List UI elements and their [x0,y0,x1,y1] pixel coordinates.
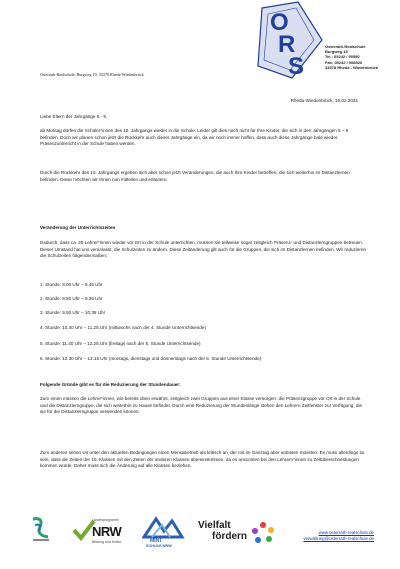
footer-logo-mint [142,515,192,549]
footer-logo-vielfalt [198,520,278,548]
nrw-campaign-label: Landesprogramm [92,518,119,522]
logo-address-line: 33378 Rheda - Wiedenbrück [325,64,379,70]
logo-address [325,44,378,70]
email-link[interactable]: verwaltung@osterrath-realschule.de [303,536,374,541]
mint-mountain-icon [142,515,192,539]
logo-letter-o: O [270,9,289,36]
schedule-item: 3. Stunde: 9.50 Uhr – 10.35 Uhr [40,310,106,315]
intro-paragraph-1: ab Montag dürfen die Schüler*innen des 10. Jahrgangs wieder in die Schule. Leider gilt dies noch nicht für Ihre Kinder, die sich in den Jahrgängen 5 – 9 befinden. Doch wir planen schon jetzt die Rückkehr auch dieser Jahrgänge ein, da wir noch immer hoffen, dass auch diese Jahrgänge bald wieder Präsenzunterricht in der Schule haben werden. [40,128,349,146]
intro-paragraph-2: Durch die Rückkehr des 10. Jahrgangs ergeben sich aber schon jetzt Veränderungen, die auch Ihre Kinder betreffen, die sich weiterhin im Distanzlernen befinden. Diese möchten wir Ihnen nun mitteilen und erläutern. [40,170,350,182]
nrw-letters: NRW [92,524,122,539]
vielfalt-word: Vielfalt [198,520,231,531]
reasons-paragraph-1: Zum einen müssen die Lehrer*innen, wie bereits oben erwähnt, zeitgleich zwei Gruppen aus einer Klasse versorgen: die Präsenzgruppe vor Ort in der Schule und die Distanzlerngruppe, die sich weiterhin zu Hause befindet. Durch eine Reduzierung der Stundenlänge stehen den Lehrern Zeitfenster zur Verfügung, die sie für die Distanzlerngruppe verwenden können. [40,396,363,414]
footer-contact [303,530,374,542]
footer-logo-schule-der-zukunft [30,515,52,548]
logo-letter-s: S [288,53,305,80]
logo-address-line: Osterrath-Realschule [325,44,366,49]
schedule-item: 1. Stunde: 8.00 Uhr – 8.45 Uhr [40,282,103,287]
section-heading-times: Veränderung der Unterrichtszeiten [40,225,116,230]
letter-date: Rheda-Wiedenbrück, 19.02.2021 [290,98,358,103]
mint-label: MINT [150,538,163,544]
footer-logo-nrw-kultur [72,516,128,548]
schedule-item: 6. Stunde: 12.30 Uhr – 13.15 Uhr (montags, dienstags und donnerstags nach der 6. Stunde Unterrichtsende) [40,356,262,361]
foerdern-word: fördern [212,531,247,542]
logo-address-line: Burgweg 19 [325,49,348,55]
colorful-swoosh-icon [30,515,52,543]
schedule-item: 2. Stunde: 8.50 Uhr – 9.35 Uhr [40,296,103,301]
mint-sub-label: SCHULE NRW [146,544,172,548]
people-circle-icon [250,520,276,546]
logo-address-line: Tel.: 05242 / 90550 [325,54,360,60]
logo-address-line: Fax: 05242 / 908520 [325,59,363,65]
schedule-item: 5. Stunde: 11.40 Uhr – 12.25 Uhr (freitags nach der 5. Stunde Unterrichtsende) [40,341,201,346]
schedule-item: 4. Stunde: 10.40 Uhr – 11.25 Uhr (mittwochs nach der 4. Stunde Unterrichtsende) [40,325,206,330]
bildung-kultur-label: Bildung und Kultur [92,540,122,544]
section-paragraph-times: Dadurch, dass ca. 25 Lehrer*innen wieder vor Ort in der Schule unterrichten, müssen sie teilweise sogar zeitgleich Präsenz- und Distanzlerngruppen betreuen. Dieser Umstand hat uns veranlasst, die Schulzeiten zu ändern. Diese Zeitänderung gilt auch für die Gruppen, die sich im Distanzlernen befinden. Wir reduzieren die Schulzeiten folgendermaßen: [40,240,367,258]
website-link[interactable]: www.osterrath-realschule.de [318,530,374,535]
sender-line: Osterrath-Realschule, Burgweg 19, 33378 Rheda-Wiedenbrück [40,72,144,77]
reasons-paragraph-2: Zum anderen sehen wir unter den aktuellen Bedingungen einen Mensabetrieb als kritisch an, der mit im Ganztag aber anbieten müssten. Es muss allerdings so sein, dass die Zeiten der 10. Klassen mit den Zeiten der anderen Klassen übereinstimmen, da es ansonsten bei den Lehrern*innen zu Zeitüberschneidungen kommen würde. Daher muss sich die Änderung auf alle Klassen beziehen. [40,450,365,468]
salutation: Liebe Eltern der Jahrgänge 5 - 9, [40,114,108,119]
section-heading-reasons: Folgende Gründe gibt es für die Reduzierung der Stundendauer: [40,382,181,387]
logo-letter-r: R [278,31,296,58]
